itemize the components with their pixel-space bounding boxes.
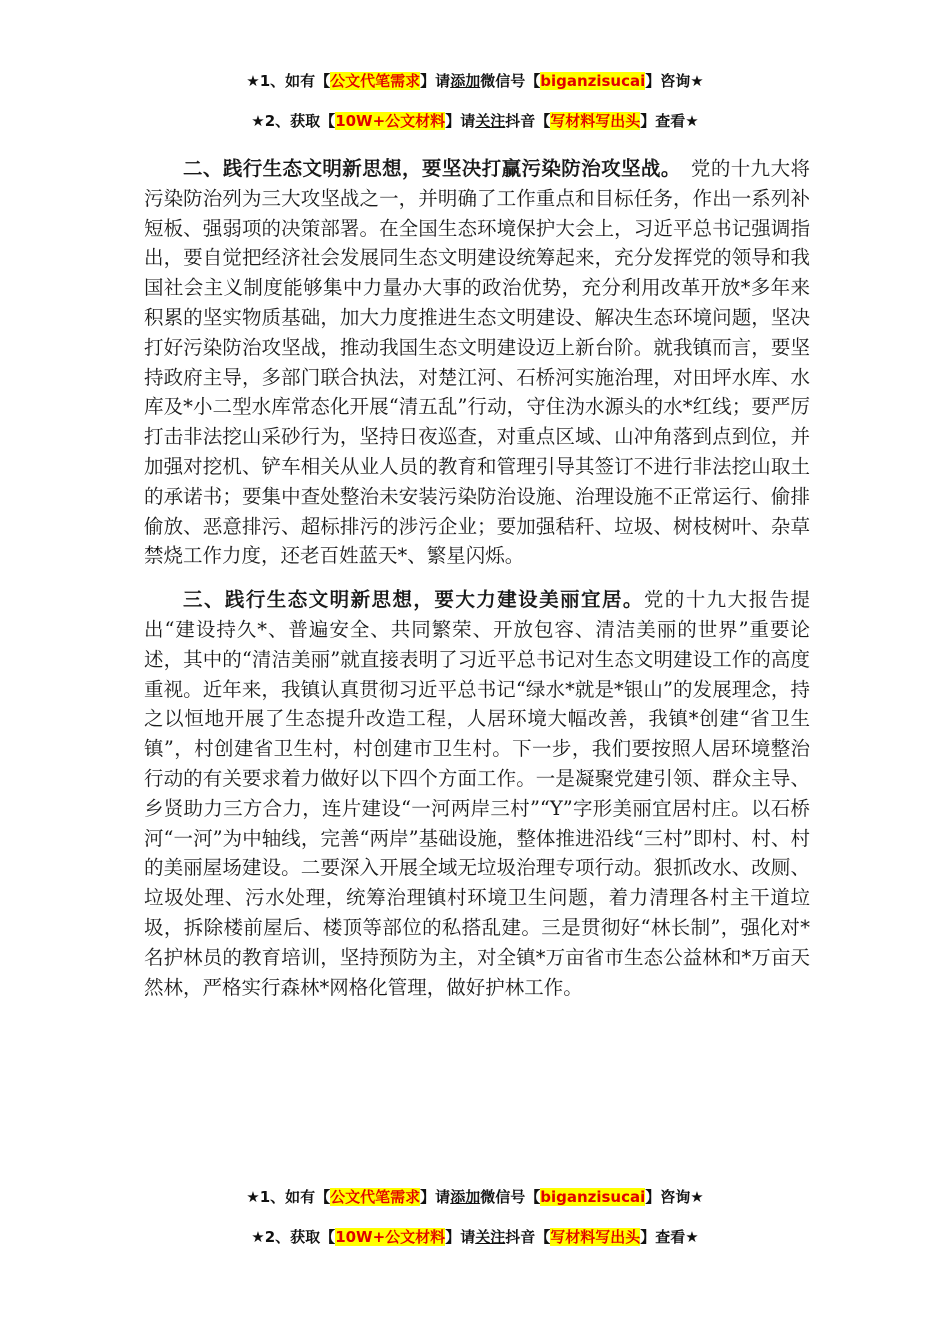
bottom-banner-2: ★2、获取【10W+公文材料】请关注抖音【写材料写出头】查看★ xyxy=(251,1228,699,1246)
top-banner-1: ★1、如有【公文代笔需求】请添加微信号【biganzisucai】咨询★ xyxy=(246,72,704,90)
paragraph-lead: 三、践行生态文明新思想，要大力建设美丽宜居。 xyxy=(183,588,644,612)
paragraph-pollution xyxy=(144,154,810,571)
document-body xyxy=(144,154,810,1002)
paragraph-text: 党的十九大将污染防治列为三大攻坚战之一，并明确了工作重点和目标任务，作出一系列补短板、强弱项的决策部署。在全国生态环境保护大会上，习近平总书记强调指出，要自觉把经济社会发展同生态文明建设统筹起来，充分发挥党的领导和我国社会主义制度能够集中力量办大事的政治优势，充分利用改革开放*多年来积累的坚实物质基础，加大力度推进生态文明建设、解决生态环境问题，坚决打好污染防治攻坚战，推动我国生态文明建设迈上新台阶。就我镇而言，要坚持政府主导，多部门联合执法，对楚江河、石桥河实施治理，对田坪水库、水库及*小二型水库常态化开展“清五乱”行动，守住沩水源头的水*红线；要严厉打击非法挖山采砂行为，坚持日夜巡查，对重点区域、山冲角落到点到位，并加强对挖机、铲车相关从业人员的教育和管理引导其签订不进行非法挖山取土的承诺书；要集中查处整治未安装污染防治设施、治理设施不正常运行、偷排偷放、恶意排污、超标排污的涉污企业；要加强秸秆、垃圾、树枝树叶、杂草禁烧工作力度，还老百姓蓝天*、繁星闪烁。 xyxy=(144,157,810,568)
top-banner-2: ★2、获取【10W+公文材料】请关注抖音【写材料写出头】查看★ xyxy=(251,112,699,130)
paragraph-text: 党的十九大报告提出“建设持久*、普遍安全、共同繁荣、开放包容、清洁美丽的世界”重要论述，其中的“清洁美丽”就直接表明了习近平总书记对生态文明建设工作的高度重视。近年来，我镇认真贯彻习近平总书记“绿水*就是*银山”的发展理念，持之以恒地开展了生态提升改造工程，人居环境大幅改善，我镇*创建“省卫生镇”，村创建省卫生村，村创建市卫生村。下一步，我们要按照人居环境整治行动的有关要求着力做好以下四个方面工作。一是凝聚党建引领、群众主导、乡贤助力三方合力，连片建设“一河两岸三村”“Y”字形美丽宜居村庄。以石桥河“一河”为中轴线，完善“两岸”基础设施，整体推进沿线“三村”即村、村、村的美丽屋场建设。二要深入开展全域无垃圾治理专项行动。狠抓改水、改厕、垃圾处理、污水处理，统筹治理镇村环境卫生问题，着力清理各村主干道垃圾，拆除楼前屋后、楼顶等部位的私搭乱建。三是贯彻好“林长制”，强化对*名护林员的教育培训，坚持预防为主，对全镇*万亩省市生态公益林和*万亩天然林，严格实行森林*网格化管理，做好护林工作。 xyxy=(144,588,810,999)
paragraph-livable xyxy=(144,585,810,1002)
paragraph-lead: 二、践行生态文明新思想，要坚决打赢污染防治攻坚战。 xyxy=(183,157,672,180)
bottom-banner-1: ★1、如有【公文代笔需求】请添加微信号【biganzisucai】咨询★ xyxy=(246,1188,704,1206)
